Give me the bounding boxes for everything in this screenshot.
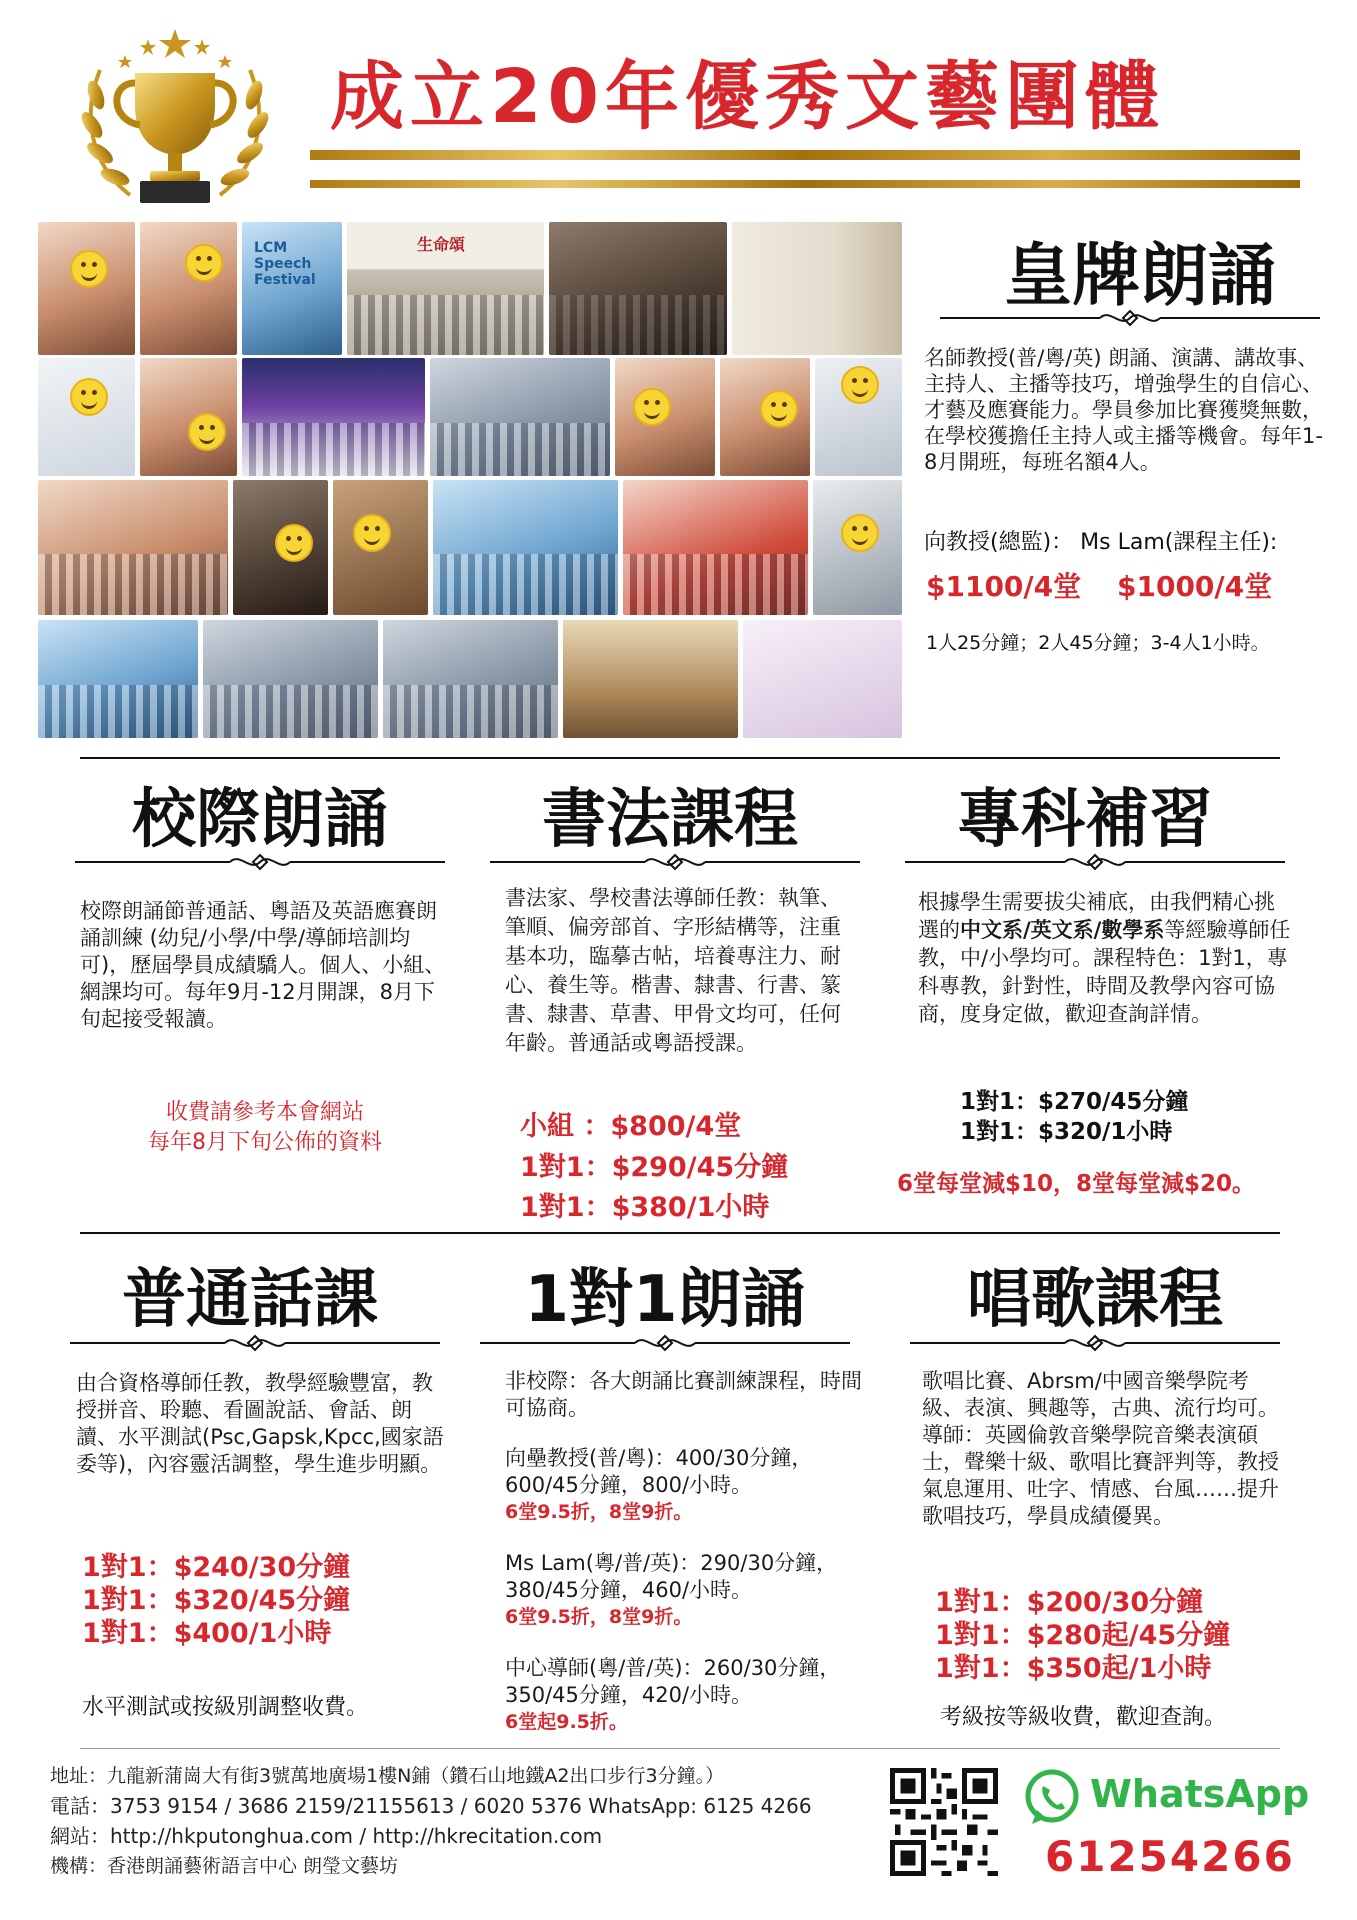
calligraphy-description: 書法家、學校書法導師任教：執筆、筆順、偏旁部首、字形結構等，注重基本功，臨摹古帖，培養專注力、耐心、養生等。楷書、隸書、行書、篆書、隸書、草書、甲骨文均可，任何年齡。普通話或粵語授課。 (505, 886, 841, 1055)
photo-competition-stage (347, 222, 544, 355)
teacher-3-line-1: 中心導師(粵/普/英)：260/30分鐘， (505, 1656, 841, 1680)
school-recital-note-1: 收費請參考本會網站 (165, 1100, 364, 1125)
photo-stage-group (242, 358, 425, 476)
photo-student-certificate (815, 358, 902, 476)
teacher-3-discount: 6堂起9.5折。 (505, 1711, 628, 1733)
school-recital-description: 校際朗誦節普通話、粵語及英語應賽朗誦訓練 (幼兒/小學/中學/導師培訓均可)，歷屆學員成績驕人。個人、小組、網課均可。每年9月-12月開課，8月下旬起接受報讀。 (80, 899, 446, 1031)
teacher-1-line-2: 600/45分鐘，800/小時。 (505, 1473, 753, 1497)
teacher-1-discount: 6堂9.5折，8堂9折。 (505, 1501, 693, 1523)
photo-classroom-red (623, 480, 808, 615)
photo-children-group (38, 480, 228, 615)
photo-group-class (430, 358, 610, 476)
photo-speech-festival (242, 222, 342, 355)
photo-teacher-child (140, 358, 237, 476)
photo-seminar (383, 620, 558, 738)
royal-duration: 1人25分鐘；2人45分鐘；3-4人1小時。 (926, 632, 1270, 654)
singing-note: 考級按等級收費，歡迎查詢。 (940, 1705, 1227, 1730)
photo-family (615, 358, 715, 476)
ornament-divider-icon (490, 852, 860, 872)
ornament-divider-icon (940, 308, 1320, 328)
singing-title: 唱歌課程 (967, 1263, 1223, 1337)
calligraphy-price-1: 小組 ：$800/4堂 (520, 1111, 742, 1142)
tutoring-desc-part-1: 根據學生需要拔尖補底，由我們精心挑選的 (918, 890, 1275, 942)
school-recital-note-2: 每年8月下旬公佈的資料 (148, 1130, 382, 1155)
photo-child-award (38, 358, 135, 476)
calligraphy-price-3: 1對1：$380/1小時 (520, 1192, 770, 1223)
royal-price-1: $1100/4堂 (926, 570, 1082, 603)
photo-girl-speech (743, 620, 902, 738)
section-divider-3 (80, 1748, 1280, 1749)
ornament-divider-icon (910, 1333, 1280, 1353)
photo-teacher-student (720, 358, 810, 476)
gold-divider-top (310, 150, 1300, 160)
one-on-one-title: 1對1朗誦 (524, 1263, 806, 1337)
one-on-one-teacher-3-rates (505, 1655, 895, 1736)
photo-award-girl (813, 480, 902, 615)
photo-award-2 (140, 222, 237, 355)
putonghua-price-3: 1對1：$400/1小時 (82, 1618, 332, 1649)
putonghua-title: 普通話課 (122, 1263, 378, 1337)
putonghua-price-1: 1對1：$240/30分鐘 (82, 1552, 351, 1583)
teacher-1-line-1: 向壘教授(普/粵)：400/30分鐘， (505, 1446, 813, 1470)
main-title: 成立20年優秀文藝團體 (330, 54, 1165, 140)
photo-hall-1 (38, 620, 198, 738)
footer-organization: 機構：香港朗誦藝術語言中心 朗瑩文藝坊 (50, 1855, 399, 1877)
calligraphy-title: 書法課程 (542, 783, 798, 857)
putonghua-price-2: 1對1：$320/45分鐘 (82, 1585, 351, 1616)
teacher-2-discount: 6堂9.5折，8堂9折。 (505, 1606, 693, 1628)
photo-award-1 (38, 222, 135, 355)
royal-price-2: $1000/4堂 (1117, 570, 1273, 603)
school-recital-title: 校際朗誦 (132, 783, 388, 857)
one-on-one-intro: 非校際：各大朗誦比賽訓練課程，時間可協商。 (505, 1369, 862, 1420)
qr-code-icon[interactable] (890, 1768, 998, 1876)
photo-auditorium (563, 620, 738, 738)
photo-winner-2 (333, 480, 428, 615)
photo-school-assembly (433, 480, 618, 615)
speech-festival-sign: LCM Speech Festival (254, 240, 316, 288)
photo-winner-1 (233, 480, 328, 615)
whatsapp-number[interactable]: 61254266 (1045, 1832, 1295, 1881)
one-on-one-teacher-1-rates (505, 1445, 895, 1526)
teacher-3-line-2: 350/45分鐘，420/小時。 (505, 1683, 753, 1707)
royal-description: 名師教授(普/粵/英) 朗誦、演講、講故事、主持人、主播等技巧，增強學生的自信心、才藝及應賽能力。學員參加比賽獲獎無數，在學校獲擔任主持人或主播等機會。每年1-8月開班，每班名額4人。 (924, 346, 1323, 474)
ornament-divider-icon (905, 852, 1285, 872)
singing-price-2: 1對1：$280起/45分鐘 (935, 1620, 1231, 1651)
tutoring-desc-subjects: 中文系/英文系/數學系 (960, 918, 1165, 942)
calligraphy-price-2: 1對1：$290/45分鐘 (520, 1152, 789, 1183)
whatsapp-icon[interactable] (1022, 1768, 1082, 1828)
royal-title: 皇牌朗誦 (1003, 237, 1276, 316)
tutoring-description (918, 888, 1293, 1028)
photo-performance (549, 222, 727, 355)
section-divider-1 (80, 757, 1280, 759)
whatsapp-label[interactable]: WhatsApp (1090, 1772, 1310, 1816)
footer-phone: 電話：3753 9154 / 3686 2159/21155613 / 6020 5376 WhatsApp: 6125 4266 (50, 1794, 812, 1818)
star-icon (118, 29, 232, 68)
ornament-divider-icon (75, 852, 445, 872)
teacher-2-line-1: Ms Lam(粵/普/英)：290/30分鐘， (505, 1551, 838, 1575)
ornament-divider-icon (70, 1333, 440, 1353)
singing-price-3: 1對1：$350起/1小時 (935, 1653, 1212, 1684)
singing-price-1: 1對1：$200/30分鐘 (935, 1587, 1204, 1618)
photo-calligraphy (732, 222, 902, 355)
trophy-icon (70, 25, 280, 210)
one-on-one-teacher-2-rates (505, 1550, 895, 1631)
singing-description: 歌唱比賽、Abrsm/中國音樂學院考級、表演、興趣等，古典、流行均可。導師：英國倫敦音樂學院音樂表演碩士，聲樂十級、歌唱比賽評判等，教授氣息運用、吐字、情感、台風……提升歌唱技巧，學員成績優異。 (922, 1369, 1279, 1528)
tutoring-title: 專科補習 (957, 783, 1213, 857)
footer-website[interactable]: 網站：http://hkputonghua.com / http://hkrecitation.com (50, 1824, 603, 1848)
putonghua-description: 由合資格導師任教，教學經驗豐富，教授拼音、聆聽、看圖說話、會話、朗讀、水平測試(Psc,Gapsk,Kpcc,國家語委等)，內容靈活調整，學生進步明顯。 (76, 1371, 444, 1476)
photo-classroom (203, 620, 378, 738)
section-divider-2 (80, 1232, 1280, 1234)
royal-teachers: 向教授(總監)： Ms Lam(課程主任): (924, 530, 1278, 555)
putonghua-note: 水平測試或按級別調整收費。 (82, 1695, 369, 1720)
footer-address: 地址：九龍新蒲崗大有街3號萬地廣場1樓N鋪（鑽石山地鐵A2出口步行3分鐘。） (50, 1765, 725, 1787)
tutoring-price-1: 1對1：$270/45分鐘 (960, 1089, 1189, 1115)
ornament-divider-icon (480, 1333, 850, 1353)
tutoring-discount: 6堂每堂減$10，8堂每堂減$20。 (897, 1171, 1256, 1197)
stage-banner-text: 生命頌 (417, 235, 466, 254)
tutoring-price-2: 1對1：$320/1小時 (960, 1119, 1173, 1145)
gold-divider-bottom (310, 180, 1300, 188)
tutoring-desc-part-2: 等經驗導師任教，中/小學均可。課程特色：1對1，專科專教，針對性，時間及教學內容可協商，度身定做，歡迎查詢詳情。 (918, 918, 1291, 1026)
teacher-2-line-2: 380/45分鐘，460/小時。 (505, 1578, 753, 1602)
